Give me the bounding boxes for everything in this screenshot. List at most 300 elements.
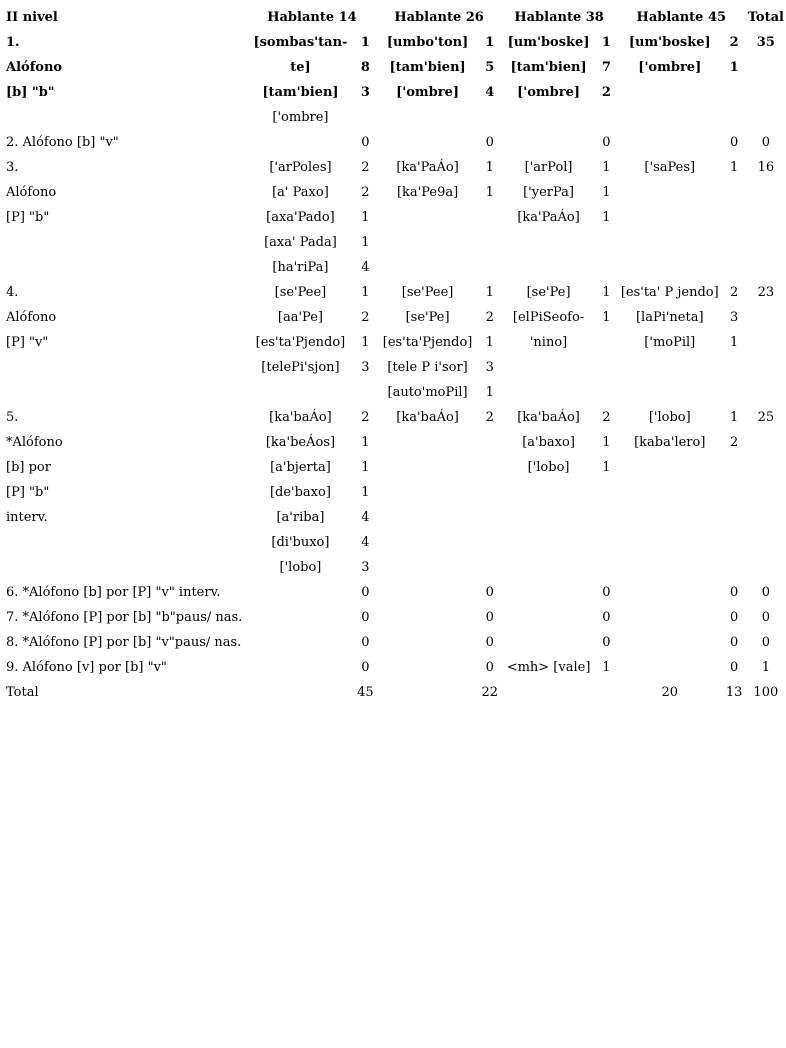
speaker-38-count: 0 — [602, 135, 611, 150]
row-label: interv. — [6, 510, 48, 525]
speaker-26-count: 1 — [485, 385, 494, 400]
speaker-14-count: 0 — [361, 660, 370, 675]
speaker-38-form — [501, 680, 596, 705]
speaker-45-form: [kaba'lero] — [634, 435, 706, 450]
speaker-14-count: 8 — [360, 60, 370, 75]
speaker-45-form — [617, 355, 723, 380]
row-total — [746, 555, 786, 580]
row-label: 3. — [6, 160, 19, 175]
speaker-14-count: 4 — [361, 510, 370, 525]
speaker-45-form — [617, 180, 723, 205]
row-label — [4, 530, 247, 555]
table-row — [4, 430, 786, 455]
table-row — [4, 305, 786, 330]
speaker-38-form — [501, 580, 596, 605]
speaker-38-form — [501, 630, 596, 655]
speaker-14-count: 3 — [360, 85, 370, 100]
row-total: 25 — [757, 410, 775, 425]
speaker-26-form — [377, 530, 478, 555]
table-row — [4, 605, 786, 630]
speaker-45-form: ['ombre] — [638, 60, 702, 75]
speaker-14-count: 2 — [361, 160, 370, 175]
table-row — [4, 630, 786, 655]
speaker-14-form: [se'Pee] — [274, 285, 327, 300]
speaker-38-form: 'nino] — [529, 335, 568, 350]
speaker-26-form — [377, 505, 478, 530]
speaker-45-count: 3 — [729, 310, 739, 325]
speaker-26-form — [377, 455, 478, 480]
speaker-38-form — [501, 355, 596, 380]
speaker-45-form — [617, 455, 723, 480]
speaker-45-count — [723, 180, 746, 205]
speaker-14-form: ['ombre] — [272, 110, 329, 125]
speaker-38-count: 2 — [602, 410, 611, 425]
speaker-26-form: ['ombre] — [396, 85, 460, 100]
speaker-14-count: 2 — [361, 185, 370, 200]
speaker-26-count: 2 — [485, 310, 494, 325]
speaker-38-count — [596, 230, 617, 255]
speaker-38-count — [596, 380, 617, 405]
header-speaker-38: Hablante 38 — [514, 10, 604, 25]
row-label: 5. — [6, 410, 19, 425]
row-label: Alófono — [6, 310, 57, 325]
speaker-45-form: 20 — [661, 685, 679, 700]
speaker-26-count: 5 — [485, 60, 495, 75]
speaker-38-count: 1 — [602, 285, 611, 300]
speaker-14-count: 3 — [361, 360, 370, 375]
row-label — [4, 105, 247, 130]
speaker-14-form: [a' Paxo] — [272, 185, 329, 200]
header-speaker-45: Hablante 45 — [636, 10, 727, 25]
speaker-45-form — [617, 530, 723, 555]
table-row — [4, 355, 786, 380]
speaker-14-form — [247, 655, 354, 680]
row-label: *Alófono — [6, 435, 63, 450]
table-row — [4, 155, 786, 180]
speaker-45-form — [617, 205, 723, 230]
speaker-26-form — [377, 655, 478, 680]
speaker-38-count: 0 — [602, 635, 611, 650]
speaker-38-form: <mh> [vale] — [506, 660, 591, 675]
row-total — [746, 505, 786, 530]
table-row — [4, 180, 786, 205]
row-total — [746, 380, 786, 405]
speaker-38-count — [596, 530, 617, 555]
header-total: Total — [747, 10, 784, 25]
speaker-45-count: 2 — [729, 435, 739, 450]
speaker-26-form: [auto'moPil] — [387, 385, 468, 400]
table-row — [4, 655, 786, 680]
speaker-38-form: [um'boske] — [507, 35, 590, 50]
speaker-14-count — [354, 380, 377, 405]
row-label: Total — [6, 685, 39, 700]
speaker-45-form — [617, 630, 723, 655]
speaker-45-count — [723, 355, 746, 380]
speaker-14-count: 1 — [361, 335, 370, 350]
speaker-14-form — [247, 580, 354, 605]
speaker-14-form: ['arPoles] — [269, 160, 332, 175]
speaker-26-form: [ka'Pe9a] — [396, 185, 459, 200]
row-total — [746, 355, 786, 380]
header-speaker-26: Hablante 26 — [394, 10, 484, 25]
table-row — [4, 505, 786, 530]
speaker-14-count: 1 — [361, 435, 370, 450]
speaker-45-count: 1 — [729, 160, 739, 175]
speaker-45-count: 0 — [729, 135, 739, 150]
speaker-38-form: ['yerPa] — [523, 185, 574, 200]
speaker-26-count — [478, 205, 501, 230]
speaker-26-form: [se'Pee] — [401, 285, 454, 300]
speaker-26-count: 4 — [485, 85, 495, 100]
row-label: 9. Alófono [v] por [b] "v" — [6, 660, 167, 675]
speaker-38-form — [501, 605, 596, 630]
table-row — [4, 580, 786, 605]
speaker-45-form — [617, 605, 723, 630]
speaker-38-form — [501, 380, 596, 405]
speaker-14-form: [di'buxo] — [271, 535, 330, 550]
row-total — [746, 430, 786, 455]
speaker-26-count: 22 — [481, 685, 499, 700]
speaker-14-count: 1 — [361, 485, 370, 500]
header-level: II nivel — [6, 10, 58, 25]
speaker-26-count: 1 — [485, 335, 494, 350]
row-total — [746, 105, 786, 130]
row-total: 0 — [761, 135, 770, 150]
speaker-14-form — [247, 130, 354, 155]
speaker-45-count: 1 — [729, 335, 739, 350]
speaker-14-count: 0 — [361, 635, 370, 650]
speaker-26-form — [377, 605, 478, 630]
table-row — [4, 280, 786, 305]
speaker-26-form — [377, 555, 478, 580]
speaker-38-form — [501, 555, 596, 580]
speaker-45-form: [es'ta' P jendo] — [620, 285, 719, 300]
row-total: 35 — [756, 35, 775, 50]
speaker-14-form: [telePi'sjon] — [261, 360, 340, 375]
speaker-45-count — [723, 480, 746, 505]
speaker-45-form — [617, 105, 723, 130]
speaker-45-count: 13 — [725, 685, 743, 700]
row-total — [746, 55, 786, 80]
row-label: 7. *Alófono [P] por [b] "b"paus/ nas. — [6, 610, 243, 625]
table-row — [4, 205, 786, 230]
speaker-45-form — [617, 555, 723, 580]
speaker-14-count: 2 — [361, 310, 370, 325]
row-label: 1. — [6, 35, 20, 50]
speaker-38-count: 1 — [602, 660, 611, 675]
speaker-26-count: 2 — [485, 410, 494, 425]
row-total: 16 — [757, 160, 775, 175]
speaker-14-form — [247, 605, 354, 630]
speaker-14-form: [aa'Pe] — [277, 310, 323, 325]
speaker-26-count: 1 — [485, 160, 494, 175]
speaker-38-count — [596, 555, 617, 580]
row-total — [746, 180, 786, 205]
row-total — [746, 530, 786, 555]
row-label: 2. Alófono [b] "v" — [6, 135, 119, 150]
speaker-26-form — [377, 230, 478, 255]
speaker-38-form: [se'Pe] — [526, 285, 571, 300]
row-total — [746, 80, 786, 105]
table-row — [4, 80, 786, 105]
speaker-26-form — [377, 630, 478, 655]
speaker-14-count: 4 — [361, 535, 370, 550]
row-total: 0 — [761, 610, 770, 625]
speaker-14-count: 1 — [361, 460, 370, 475]
speaker-38-count: 2 — [601, 85, 611, 100]
speaker-14-form: [axa'Pado] — [266, 210, 335, 225]
speaker-26-count: 0 — [485, 610, 494, 625]
speaker-38-form: ['lobo] — [527, 460, 570, 475]
speaker-38-count: 7 — [601, 60, 611, 75]
speaker-14-count: 4 — [361, 260, 370, 275]
speaker-26-form — [377, 255, 478, 280]
row-total — [746, 480, 786, 505]
table-row — [4, 530, 786, 555]
speaker-14-count: 1 — [360, 35, 370, 50]
speaker-38-count — [596, 330, 617, 355]
row-total: 0 — [761, 635, 770, 650]
speaker-26-form — [377, 205, 478, 230]
speaker-26-count: 1 — [485, 35, 495, 50]
speaker-45-count — [723, 555, 746, 580]
speaker-38-count: 1 — [602, 160, 611, 175]
speaker-38-count: 1 — [602, 460, 611, 475]
speaker-14-count: 1 — [361, 235, 370, 250]
allophone-table — [4, 5, 786, 705]
speaker-14-form: [tam'bien] — [262, 85, 339, 100]
speaker-14-form: ['lobo] — [279, 560, 322, 575]
speaker-14-count: 0 — [361, 135, 370, 150]
speaker-26-form — [377, 105, 478, 130]
speaker-38-count — [596, 255, 617, 280]
speaker-45-form — [617, 80, 723, 105]
row-label: 8. *Alófono [P] por [b] "v"paus/ nas. — [6, 635, 242, 650]
speaker-14-count: 2 — [361, 410, 370, 425]
speaker-45-count — [723, 455, 746, 480]
speaker-26-form: [ka'PaÁo] — [396, 160, 459, 175]
speaker-38-form: [ka'PaÁo] — [517, 210, 580, 225]
speaker-14-count: 0 — [361, 610, 370, 625]
row-total — [746, 305, 786, 330]
row-total — [746, 255, 786, 280]
table-row — [4, 255, 786, 280]
row-total — [746, 330, 786, 355]
speaker-45-count — [723, 230, 746, 255]
row-label: [P] "v" — [6, 335, 49, 350]
speaker-14-form — [247, 380, 354, 405]
speaker-14-count: 45 — [357, 685, 374, 700]
header-row — [4, 5, 786, 30]
speaker-14-form: [ka'beÁos] — [265, 435, 336, 450]
speaker-14-form: [a'riba] — [276, 510, 325, 525]
speaker-26-form — [377, 580, 478, 605]
speaker-45-count — [723, 255, 746, 280]
speaker-38-form: [tam'bien] — [510, 60, 587, 75]
speaker-45-count — [723, 105, 746, 130]
table-row — [4, 405, 786, 430]
speaker-45-form — [617, 380, 723, 405]
table-row — [4, 105, 786, 130]
speaker-26-form: [umbo'ton] — [386, 35, 469, 50]
speaker-45-count: 0 — [729, 635, 739, 650]
speaker-38-form — [501, 505, 596, 530]
table-row — [4, 555, 786, 580]
row-label — [4, 230, 247, 255]
table-body — [4, 30, 786, 705]
speaker-45-form: [laPi'neta] — [635, 310, 704, 325]
table-row — [4, 330, 786, 355]
speaker-38-count: 1 — [602, 185, 611, 200]
speaker-14-form — [247, 680, 354, 705]
speaker-38-form: [a'baxo] — [522, 435, 575, 450]
speaker-26-count: 0 — [485, 660, 494, 675]
speaker-38-form — [501, 530, 596, 555]
speaker-26-count — [478, 255, 501, 280]
speaker-38-form — [501, 255, 596, 280]
speaker-14-count: 3 — [361, 560, 370, 575]
speaker-45-count: 0 — [729, 585, 739, 600]
speaker-45-form — [617, 480, 723, 505]
row-label: 4. — [6, 285, 19, 300]
speaker-26-count — [478, 430, 501, 455]
speaker-26-form: [tele P i'sor] — [387, 360, 468, 375]
speaker-26-form — [377, 430, 478, 455]
speaker-45-count — [723, 80, 746, 105]
speaker-14-form: [axa' Pada] — [264, 235, 337, 250]
speaker-38-count — [596, 480, 617, 505]
speaker-45-count — [723, 505, 746, 530]
speaker-45-count — [723, 380, 746, 405]
speaker-26-count: 3 — [485, 360, 494, 375]
row-label: [b] "b" — [6, 85, 55, 100]
speaker-38-count: 1 — [602, 435, 611, 450]
speaker-45-form — [617, 130, 723, 155]
table-row — [4, 480, 786, 505]
speaker-26-form: [ka'baÁo] — [396, 410, 459, 425]
row-total: 1 — [761, 660, 770, 675]
row-label: [P] "b" — [6, 485, 50, 500]
speaker-38-form: ['ombre] — [517, 85, 581, 100]
speaker-26-form — [377, 480, 478, 505]
speaker-38-form — [501, 480, 596, 505]
header-speaker-14: Hablante 14 — [267, 10, 357, 25]
speaker-45-count: 2 — [729, 35, 739, 50]
speaker-45-form — [617, 655, 723, 680]
speaker-14-count: 1 — [361, 210, 370, 225]
row-total: 0 — [761, 585, 770, 600]
speaker-14-form: [sombas'tan- — [253, 35, 348, 50]
table-row — [4, 380, 786, 405]
row-label: Alófono — [6, 60, 63, 75]
table-row — [4, 55, 786, 80]
speaker-26-form: [se'Pe] — [405, 310, 450, 325]
speaker-45-form — [617, 505, 723, 530]
speaker-26-count: 1 — [485, 185, 494, 200]
speaker-38-count: 0 — [602, 585, 611, 600]
speaker-38-form: ['arPol] — [524, 160, 573, 175]
speaker-14-form: [a'bjerta] — [270, 460, 331, 475]
speaker-38-form — [501, 130, 596, 155]
speaker-14-form — [247, 630, 354, 655]
table-row — [4, 455, 786, 480]
speaker-38-count — [596, 355, 617, 380]
speaker-26-count: 0 — [485, 135, 494, 150]
speaker-26-count — [478, 530, 501, 555]
row-label: 6. *Alófono [b] por [P] "v" interv. — [6, 585, 221, 600]
speaker-45-count: 0 — [729, 610, 739, 625]
row-label — [4, 355, 247, 380]
speaker-45-form — [617, 255, 723, 280]
speaker-26-form: [es'ta'Pjendo] — [382, 335, 473, 350]
speaker-38-form — [501, 105, 596, 130]
speaker-14-form: [ka'baÁo] — [269, 410, 332, 425]
speaker-38-form: [ka'baÁo] — [517, 410, 580, 425]
speaker-26-count — [478, 505, 501, 530]
speaker-26-count — [478, 555, 501, 580]
row-label — [4, 380, 247, 405]
speaker-38-form — [501, 230, 596, 255]
row-label — [4, 555, 247, 580]
row-total — [746, 230, 786, 255]
speaker-38-count: 1 — [602, 310, 611, 325]
row-total — [746, 455, 786, 480]
speaker-45-form: ['saPes] — [644, 160, 696, 175]
row-total — [746, 205, 786, 230]
speaker-45-form: ['moPil] — [644, 335, 696, 350]
table-row — [4, 130, 786, 155]
speaker-38-form: [elPiSeofo- — [512, 310, 585, 325]
speaker-45-count — [723, 530, 746, 555]
speaker-38-count: 0 — [602, 610, 611, 625]
speaker-45-form — [617, 580, 723, 605]
row-total: 23 — [757, 285, 775, 300]
speaker-38-count — [596, 505, 617, 530]
row-label: Alófono — [6, 185, 57, 200]
speaker-26-count: 0 — [485, 635, 494, 650]
speaker-26-form — [377, 680, 478, 705]
speaker-14-form: [de'baxo] — [269, 485, 331, 500]
speaker-45-count: 0 — [729, 660, 739, 675]
row-total: 100 — [753, 685, 779, 700]
speaker-26-count — [478, 480, 501, 505]
speaker-45-count: 2 — [729, 285, 739, 300]
speaker-38-count: 1 — [602, 210, 611, 225]
speaker-14-count: 1 — [361, 285, 370, 300]
speaker-45-form: ['lobo] — [648, 410, 691, 425]
table-row — [4, 230, 786, 255]
speaker-14-count: 0 — [361, 585, 370, 600]
row-label: [b] por — [6, 460, 51, 475]
table-row — [4, 680, 786, 705]
speaker-45-count — [723, 205, 746, 230]
table-row — [4, 30, 786, 55]
speaker-26-count — [478, 230, 501, 255]
speaker-26-form — [377, 130, 478, 155]
speaker-14-form: te] — [290, 60, 311, 75]
speaker-14-form: [ha'riPa] — [272, 260, 329, 275]
speaker-45-count: 1 — [729, 60, 739, 75]
speaker-38-count — [596, 105, 617, 130]
speaker-38-count: 1 — [601, 35, 611, 50]
row-label — [4, 255, 247, 280]
speaker-45-form: [um'boske] — [628, 35, 711, 50]
speaker-26-count — [478, 105, 501, 130]
speaker-26-form: [tam'bien] — [389, 60, 466, 75]
speaker-26-count: 1 — [485, 285, 494, 300]
speaker-26-count: 0 — [485, 585, 494, 600]
row-label: [P] "b" — [6, 210, 50, 225]
